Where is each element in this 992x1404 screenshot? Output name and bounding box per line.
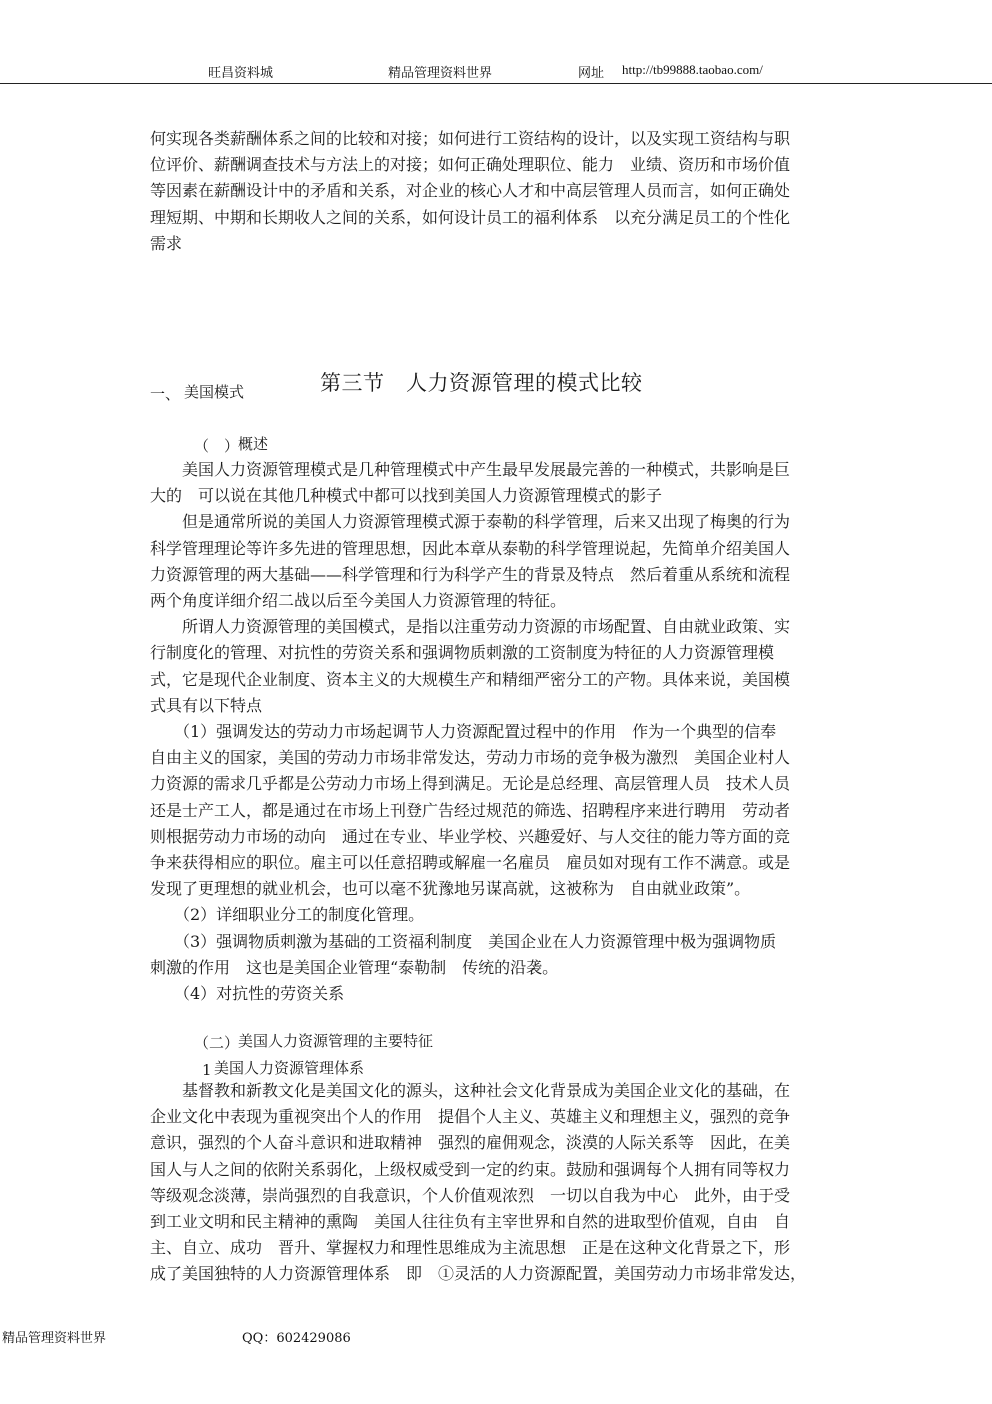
header-url[interactable]: http://tb99888.taobao.com/ xyxy=(622,62,763,77)
text-line: 发现了更理想的就业机会，也可以毫不犹豫地另谋高就，这被称为 自由就业政策”。 xyxy=(150,879,751,899)
text-line: 还是士产工人，都是通过在市场上刊登广告经过规范的筛选、招聘程序来进行聘用 劳动者 xyxy=(150,800,791,820)
subsection-number: 一、 xyxy=(150,385,181,403)
text-line: 企业文化中表现为重视突出个人的作用 提倡个人主义、英雄主义和理想主义，强烈的竞争 xyxy=(150,1107,791,1127)
text-line: 理短期、中期和长期收人之间的关系，如何设计员工的福利体系 以充分满足员工的个性化 xyxy=(150,207,791,227)
text-line: 但是通常所说的美国人力资源管理模式源于泰勒的科学管理，后来又出现了梅奥的行为 xyxy=(150,512,791,532)
footer-qq: QQ：602429086 xyxy=(242,1331,351,1346)
text-line: 科学管理理论等许多先进的管理思想，因此本章从泰勒的科学管理说起，先简单介绍美国人 xyxy=(150,538,791,558)
text-line: 所谓人力资源管理的美国模式，是指以注重劳动力资源的市场配置、自由就业政策、实 xyxy=(150,617,791,637)
text-line: 主、自立、成功 晋升、掌握权力和理性思维成为主流思想 正是在这种文化背景之下，形 xyxy=(150,1238,791,1258)
text-line: 等因素在薪酬设计中的矛盾和关系，对企业的核心人才和中高层管理人员而言，如何正确处 xyxy=(150,181,791,201)
subheading-number: 1 xyxy=(202,1061,212,1079)
text-line: 两个角度详细介绍二战以后至今美国人力资源管理的特征。 xyxy=(150,591,567,611)
text-line: 自由主义的国家，美国的劳动力市场非常发达，劳动力市场的竞争极为激烈 美国企业村人 xyxy=(150,748,791,768)
subheading-label: 美国人力资源管理的主要特征 xyxy=(238,1032,434,1050)
header-rule xyxy=(0,83,992,84)
text-line: 成了美国独特的人力资源管理体系 即 ①灵活的人力资源配置，美国劳动力市场非常发达， xyxy=(150,1264,807,1284)
body-section-2 xyxy=(150,1078,844,1288)
text-line: 需求 xyxy=(150,233,183,253)
text-line: 美国人力资源管理模式是几种管理模式中产生最早发展最完善的一种模式，共影响是巨 xyxy=(150,460,791,479)
section-title: 第三节 人力资源管理的模式比较 xyxy=(320,371,643,395)
subheading-label: 概述 xyxy=(238,435,269,453)
text-line: （4）对抗性的劳资关系 xyxy=(150,984,345,1004)
text-line: 行制度化的管理、对抗性的劳资关系和强调物质刺激的工资制度为特征的人力资源管理模 xyxy=(150,643,775,663)
text-line: 意识，强烈的个人奋斗意识和进取精神 强烈的雇佣观念，淡漠的人际关系等 因此，在美 xyxy=(150,1133,791,1153)
intro-paragraph xyxy=(150,126,844,257)
text-line: 国人与人之间的依附关系弱化，上级权威受到一定的约束。鼓励和强调每个人拥有同等权力 xyxy=(150,1159,791,1179)
text-line: 位评价、薪酬调查技术与方法上的对接；如何正确处理职位、能力 业绩、资历和市场价值 xyxy=(150,155,791,175)
text-line: 基督教和新教文化是美国文化的源头，这种社会文化背景成为美国企业文化的基础，在 xyxy=(150,1081,791,1100)
subheading-number: （ ） xyxy=(194,437,240,455)
text-line: 何实现各类薪酬体系之间的比较和对接；如何进行工资结构的设计，以及实现工资结构与职 xyxy=(150,129,791,148)
text-line: 刺激的作用 这也是美国企业管理“泰勒制 传统的沿袭。 xyxy=(150,957,559,977)
header-shop-name: 旺昌资料城 xyxy=(208,66,274,81)
text-line: 到工业文明和民主精神的熏陶 美国人往往负有主宰世界和自然的进取型价值观，自由 自 xyxy=(150,1212,791,1232)
footer-left: 精品管理资料世界 xyxy=(2,1331,107,1346)
text-line: （1）强调发达的劳动力市场起调节人力资源配置过程中的作用 作为一个典型的信奉 xyxy=(150,722,777,742)
text-line: 大的 可以说在其他几种模式中都可以找到美国人力资源管理模式的影子 xyxy=(150,486,663,506)
text-line: （3）强调物质刺激为基础的工资福利制度 美国企业在人力资源管理中极为强调物质 xyxy=(150,931,777,951)
text-line: 力资源的需求几乎都是公劳动力市场上得到满足。无论是总经理、高层管理人员 技术人员 xyxy=(150,774,791,794)
text-line: 式具有以下特点 xyxy=(150,695,263,715)
text-line: 等级观念淡薄，崇尚强烈的自我意识，个人价值观浓烈 一切以自我为中心 此外，由于受 xyxy=(150,1185,791,1205)
body-section-1 xyxy=(150,457,844,1007)
subheading-label: 美国人力资源管理体系 xyxy=(214,1059,365,1077)
text-line: 式，它是现代企业制度、资本主义的大规模生产和精细严密分工的产物。具体来说，美国模 xyxy=(150,669,791,689)
header-tagline: 精品管理资料世界 xyxy=(388,66,493,81)
text-line: 则根据劳动力市场的动向 通过在专业、毕业学校、兴趣爱好、与人交往的能力等方面的竞 xyxy=(150,826,791,846)
header-url-label: 网址 xyxy=(578,66,605,81)
text-line: 争来获得相应的职位。雇主可以任意招聘或解雇一名雇员 雇员如对现有工作不满意。或是 xyxy=(150,853,791,873)
subsection-heading: 美国模式 xyxy=(184,383,245,401)
text-line: （2）详细职业分工的制度化管理。 xyxy=(150,905,425,925)
text-line: 力资源管理的两大基础——科学管理和行为科学产生的背景及特点 然后着重从系统和流程 xyxy=(150,564,791,584)
subheading-number: （二） xyxy=(194,1034,240,1052)
